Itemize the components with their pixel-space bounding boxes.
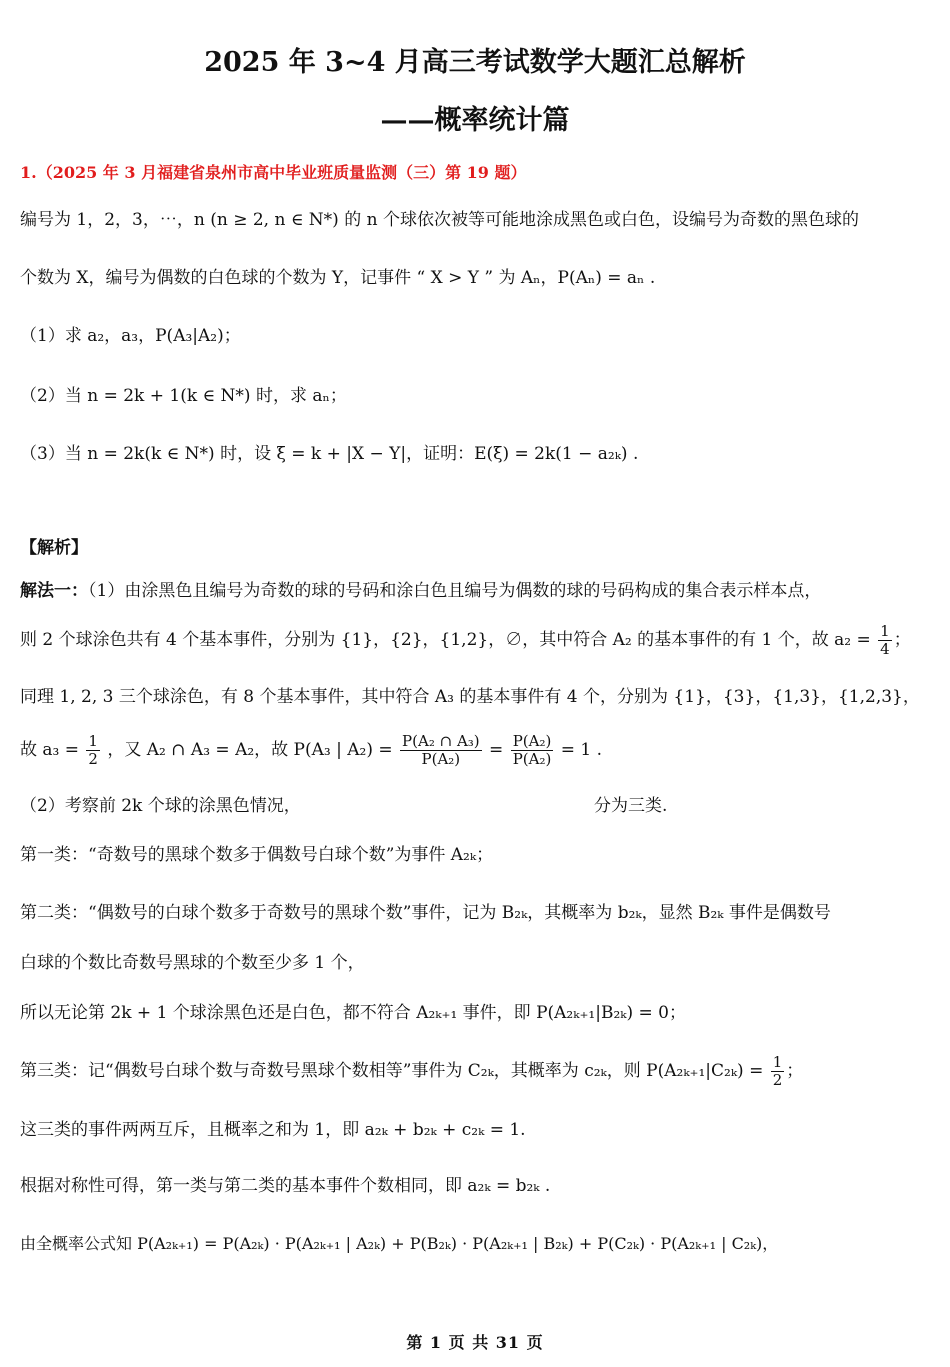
- fraction-conditional-probability: $\frac{\text{P(A₂ ∩ A₃)}}{\text{P(A₂)}}$: [402, 732, 480, 768]
- problem-stem-line-2: 个数为 X，编号为偶数的白色球的个数为 Y，记事件 “ X > Y ” 为 Aₙ，P(Aₙ) = aₙ .: [20, 268, 656, 288]
- solution-heading: 【解析】: [20, 538, 88, 558]
- solution-line-7: 第二类：“偶数号的白球个数多于奇数号的黑球个数”事件，记为 B₂ₖ，其概率为 b₂ₖ，显然 B₂ₖ 事件是偶数号: [20, 903, 831, 923]
- page-footer: 第 1 页 共 31 页: [406, 1333, 544, 1352]
- solution-line-1-text: （1）由涂黑色且编号为奇数的球的号码和涂白色且编号为偶数的球的号码构成的集合表示样本点，: [88, 581, 822, 601]
- solution-line-6: 第一类：“奇数号的黑球个数多于偶数号白球个数”为事件 A₂ₖ；: [20, 845, 494, 865]
- question-2: （2）当 n = 2k + 1(k ∈ N*) 时，求 aₙ；: [20, 386, 347, 406]
- solution-line-9: 所以无论第 2k + 1 个球涂黑色还是白色，都不符合 A₂ₖ₊₁ 事件，即 P(A₂ₖ₊₁|B₂ₖ) = 0；: [20, 1003, 686, 1023]
- problem-stem-line-1: 编号为 1，2，3，⋯，n (n ≥ 2, n ∈ N*) 的 n 个球依次被等可能地涂成黑色或白色，设编号为奇数的黑色球的: [20, 210, 859, 230]
- solution-line-11: 这三类的事件两两互斥，且概率之和为 1，即 a₂ₖ + b₂ₖ + c₂ₖ = 1.: [20, 1120, 526, 1140]
- problem-header: 1.（2025 年 3 月福建省泉州市高中毕业班质量监测（三）第 19 题）: [20, 163, 527, 182]
- question-1: （1）求 a₂，a₃，P(A₃|A₂)；: [20, 326, 241, 346]
- solution-line-4: 故 a₃ = $\frac{1}{2}$ ，又 A₂ ∩ A₃ = A₂，故 P(A₃ | A₂) = $\frac{\text{P(A₂ ∩ A₃)}}{\text{P(A₂)}}$ = $\frac{\text{P(A₂)}}{\text{P(A₂)}}$ = 1 .: [20, 732, 603, 768]
- solution-line-3: 同理 1, 2, 3 三个球涂色，有 8 个基本事件，其中符合 A₃ 的基本事件有 4 个，分别为 {1}，{3}，{1,3}，{1,2,3}，: [20, 687, 920, 707]
- solution-line-5: （2）考察前 2k 个球的涂黑色情况， 分为三类.: [20, 796, 668, 816]
- fraction-one-quarter: $\frac{1}{4}$: [880, 622, 890, 658]
- fraction-one-half: $\frac{1}{2}$: [88, 732, 98, 768]
- solution-line-2: 则 2 个球涂色共有 4 个基本事件，分别为 {1}，{2}，{1,2}，∅，其中符合 A₂ 的基本事件的有 1 个，故 a₂ = $\frac{1}{4}$ ；: [20, 622, 911, 658]
- page-title: 2025 年 3~4 月高三考试数学大题汇总解析: [204, 47, 746, 78]
- solution-line-1: [20, 578, 925, 604]
- solution-line-8: 白球的个数比奇数号黑球的个数至少多 1 个，: [20, 953, 365, 973]
- solution-line-13: 由全概率公式知 P(A₂ₖ₊₁) = P(A₂ₖ) · P(A₂ₖ₊₁ | A₂ₖ) + P(B₂ₖ) · P(A₂ₖ₊₁ | B₂ₖ) + P(C₂ₖ) · P(A₂ₖ₊₁ | C₂ₖ)，: [20, 1234, 779, 1253]
- method-label: 解法一：: [20, 581, 88, 601]
- fraction-simplified: $\frac{\text{P(A₂)}}{\text{P(A₂)}}$: [512, 732, 552, 768]
- solution-line-10: 第三类：记“偶数号白球个数与奇数号黑球个数相等”事件为 C₂ₖ，其概率为 c₂ₖ，则 P(A₂ₖ₊₁|C₂ₖ) = $\frac{1}{2}$ ；: [20, 1053, 804, 1089]
- fraction-one-half-conditional: $\frac{1}{2}$: [772, 1053, 783, 1089]
- page-subtitle: ——概率统计篇: [380, 105, 570, 136]
- solution-line-12: 根据对称性可得，第一类与第二类的基本事件个数相同，即 a₂ₖ = b₂ₖ .: [20, 1176, 551, 1196]
- question-3: （3）当 n = 2k(k ∈ N*) 时，设 ξ = k + |X − Y|，证明：E(ξ) = 2k(1 − a₂ₖ) .: [20, 444, 639, 464]
